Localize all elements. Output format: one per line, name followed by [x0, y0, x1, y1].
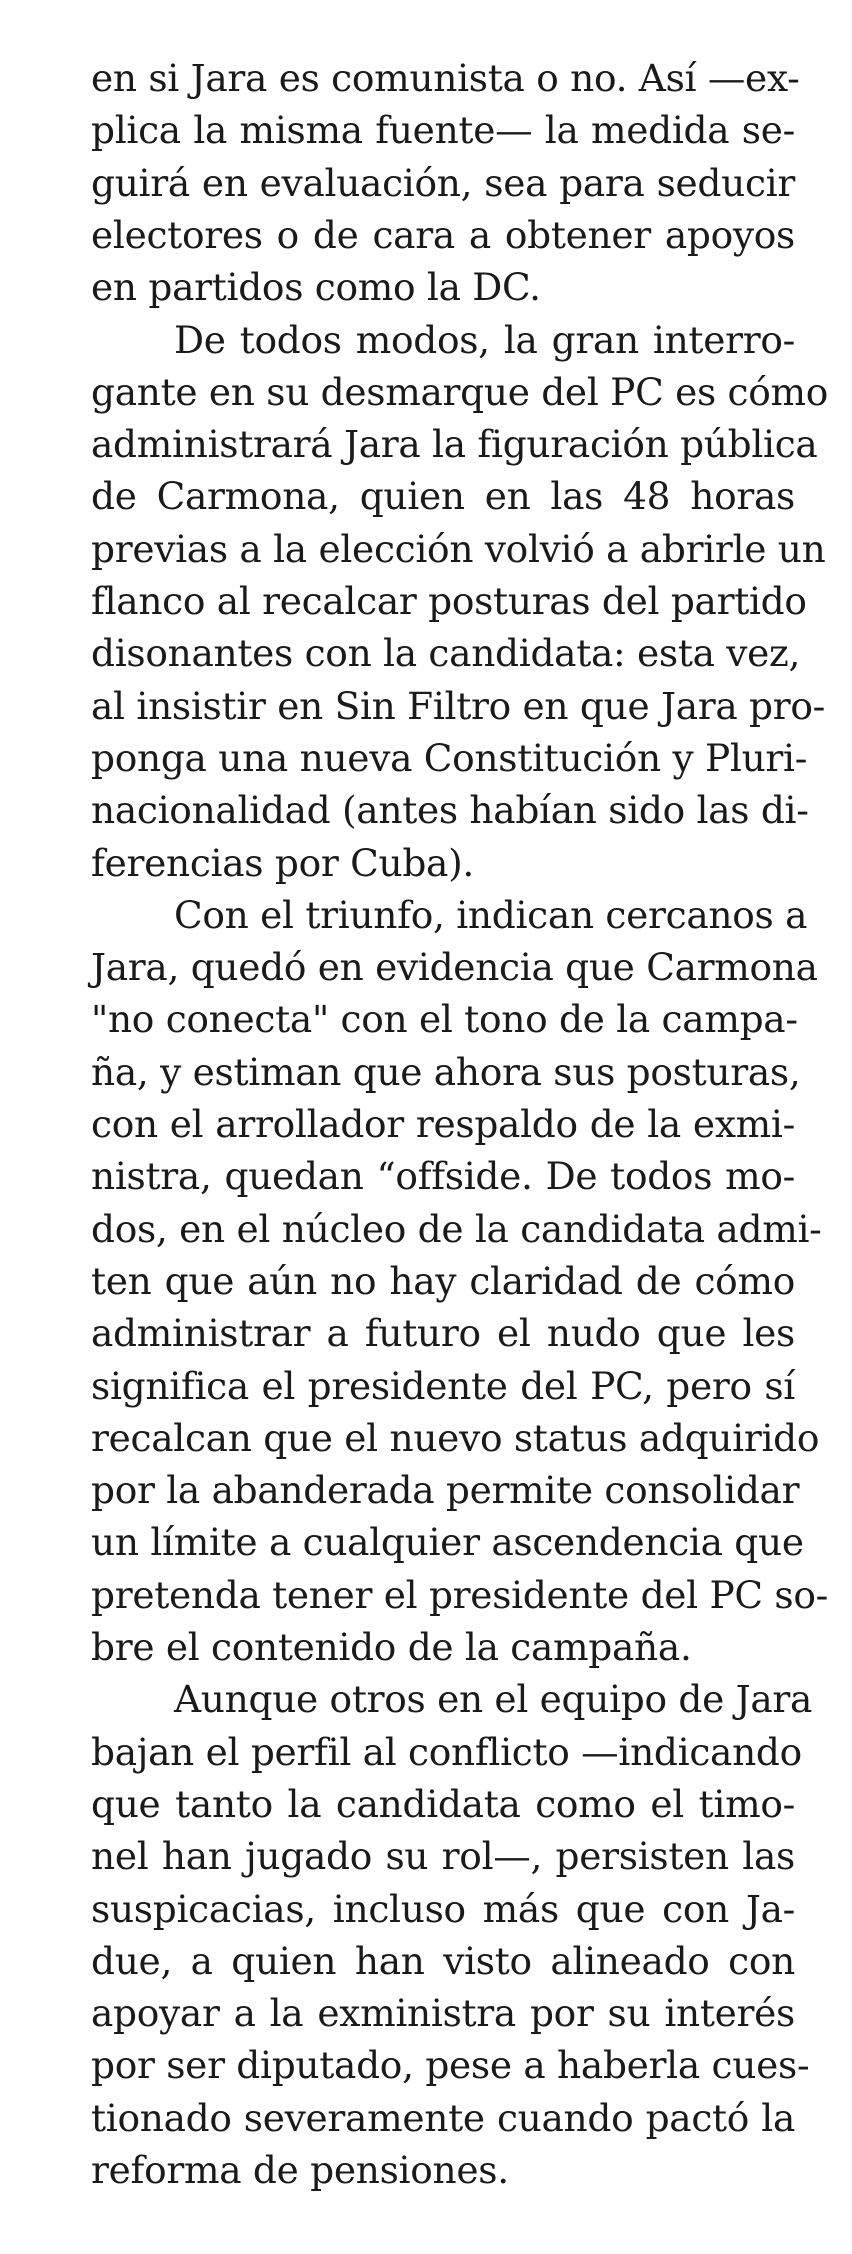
paragraph-2-line-8: al insistir en Sin Filtro en que Jara pro- — [91, 683, 826, 728]
paragraph-3-line-13: un límite a cualquier ascendencia que — [91, 1520, 804, 1565]
paragraph-2-line-1: De todos modos, la gran interro- — [174, 317, 795, 362]
paragraph-2-line-10: nacionalidad (antes habían sido las di- — [91, 788, 809, 833]
paragraph-2-line-3: administrará Jara la figuración pública — [91, 422, 818, 467]
paragraph-3-line-3: "no conecta" con el tono de la campa- — [91, 997, 798, 1042]
paragraph-3-line-9: administrar a futuro el nudo que les — [91, 1311, 795, 1356]
paragraph-4-line-2: bajan el perfil al conflicto —indicando — [91, 1729, 802, 1774]
paragraph-3-line-12: por la abanderada permite consolidar — [91, 1468, 800, 1513]
paragraph-3-line-2: Jara, quedó en evidencia que Carmona — [91, 945, 818, 990]
paragraph-1-line-4: electores o de cara a obtener apoyos — [91, 212, 795, 257]
paragraph-3-line-1: Con el triunfo, indican cercanos a — [174, 892, 808, 937]
paragraph-2-line-11: ferencias por Cuba). — [91, 840, 475, 885]
paragraph-4-line-4: nel han jugado su rol—, persisten las — [91, 1834, 795, 1879]
paragraph-3-line-5: con el arrollador respaldo de la exmi- — [91, 1102, 795, 1146]
paragraph-3-line-4: ña, y estiman que ahora sus posturas, — [91, 1049, 801, 1094]
paragraph-3-line-10: significa el presidente del PC, pero sí — [91, 1363, 795, 1408]
paragraph-4-line-9: tionado severamente cuando pactó la — [91, 2095, 795, 2140]
paragraph-1-line-3: guirá en evaluación, sea para seducir — [91, 160, 795, 205]
paragraph-2-line-7: disonantes con la candidata: esta vez, — [91, 631, 801, 676]
paragraph-4-line-10: reforma de pensiones. — [91, 2148, 509, 2192]
paragraph-3-line-15: bre el contenido de la campaña. — [91, 1625, 692, 1669]
paragraph-3-line-8: ten que aún no hay claridad de cómo — [91, 1258, 795, 1303]
paragraph-2-line-2: gante en su desmarque del PC es cómo — [91, 369, 829, 414]
paragraph-3-line-7: dos, en el núcleo de la candidata admi- — [91, 1206, 822, 1251]
paragraph-1-line-5: en partidos como la DC. — [91, 265, 541, 310]
paragraph-3-line-11: recalcan que el nuevo status adquirido — [91, 1415, 820, 1460]
paragraph-4-line-5: suspicacias, incluso más que con Ja- — [91, 1886, 795, 1931]
paragraph-1-line-2: plica la misma fuente— la medida se- — [91, 108, 795, 153]
paragraph-2-line-9: ponga una nueva Constitución y Pluri- — [91, 735, 808, 780]
paragraph-2-line-6: flanco al recalcar posturas del partido — [91, 579, 807, 623]
paragraph-2-line-5: previas a la elección volvió a abrirle un — [91, 526, 826, 571]
paragraph-2-line-4: de Carmona, quien en las 48 horas — [91, 474, 795, 519]
paragraph-3-line-14: pretenda tener el presidente del PC so- — [91, 1572, 829, 1617]
paragraph-4-line-3: que tanto la candidata como el timo- — [91, 1781, 795, 1826]
paragraph-3-line-6: nistra, quedan “offside. De todos mo- — [91, 1154, 795, 1199]
paragraph-4-line-7: apoyar a la exministra por su interés — [91, 1991, 795, 2036]
paragraph-4-line-1: Aunque otros en el equipo de Jara — [174, 1677, 813, 1722]
paragraph-4-line-6: due, a quien han visto alineado con — [91, 1938, 795, 1983]
paragraph-4-line-8: por ser diputado, pese a haberla cues- — [91, 2043, 810, 2088]
paragraph-1-line-1: en si Jara es comunista o no. Así —ex- — [91, 56, 800, 100]
